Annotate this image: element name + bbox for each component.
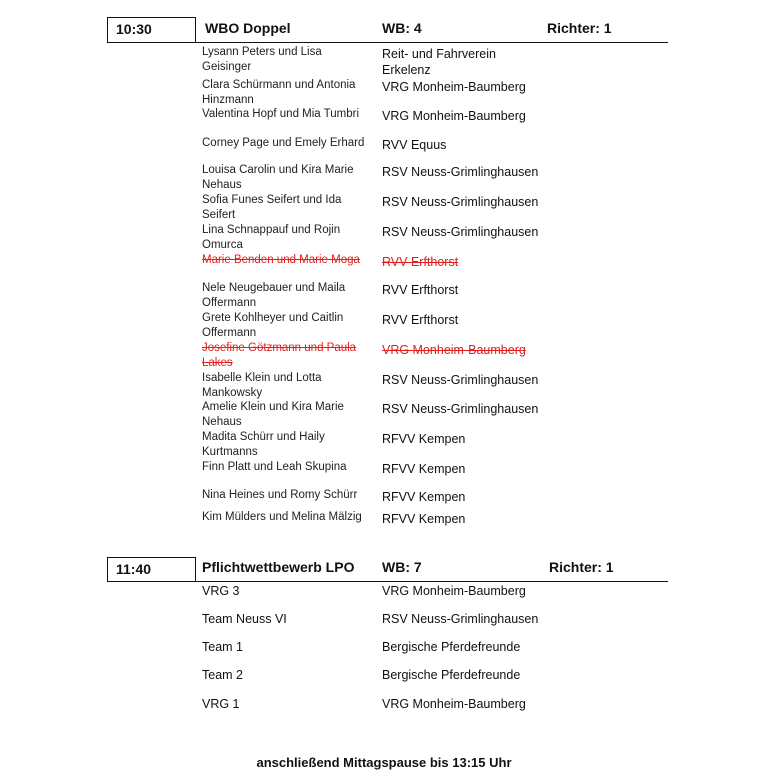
entry-name: Isabelle Klein und Lotta Mankowsky: [202, 372, 322, 399]
entry-club: RFVV Kempen: [382, 490, 466, 504]
entry-name: Louisa Carolin und Kira Marie Nehaus: [202, 164, 354, 191]
entry-club: RVV Equus: [382, 138, 447, 152]
entry-club: RSV Neuss-Grimlinghausen: [382, 165, 539, 179]
team-club: Bergische Pferdefreunde: [382, 668, 521, 682]
team-club: VRG Monheim-Baumberg: [382, 697, 526, 711]
entry-club: RSV Neuss-Grimlinghausen: [382, 402, 539, 416]
entry-name: Lina Schnappauf und Rojin Omurca: [202, 224, 341, 251]
start-time: 11:40: [116, 561, 152, 577]
entry-club: RVV Erfthorst: [382, 313, 459, 327]
entry-name: Marie Benden und Marie Moga: [202, 254, 360, 266]
entry-name: Corney Page und Emely Erhard: [202, 137, 365, 149]
team-name: VRG 1: [202, 697, 240, 711]
entry-club: Reit- und Fahrverein Erkelenz: [382, 47, 496, 77]
entry-name: Madita Schürr und Haily Kurtmanns: [202, 431, 325, 458]
entry-club: RSV Neuss-Grimlinghausen: [382, 373, 539, 387]
entry-club: RSV Neuss-Grimlinghausen: [382, 225, 539, 239]
footer-note: anschließend Mittagspause bis 13:15 Uhr: [256, 755, 512, 770]
entry-name: Valentina Hopf und Mia Tumbri: [202, 108, 360, 120]
wb-number: WB: 7: [382, 559, 422, 575]
entry-name: Josefine Götzmann und Paula Lakes: [202, 342, 357, 369]
entry-name: Sofia Funes Seifert und Ida Seifert: [202, 194, 342, 221]
team-name: Team Neuss VI: [202, 612, 287, 626]
judge-count: Richter: 1: [547, 20, 612, 36]
entry-club: RFVV Kempen: [382, 512, 466, 526]
entry-club: RFVV Kempen: [382, 432, 466, 446]
team-club: RSV Neuss-Grimlinghausen: [382, 612, 539, 626]
entry-name: Nele Neugebauer und Maila Offermann: [202, 282, 346, 309]
entry-name: Amelie Klein und Kira Marie Nehaus: [202, 401, 344, 428]
entry-club: VRG Monheim-Baumberg: [382, 109, 526, 123]
competition-title: Pflichtwettbewerb LPO: [202, 559, 355, 575]
entry-club: RVV Erfthorst: [382, 283, 459, 297]
wb-number: WB: 4: [382, 20, 422, 36]
team-name: Team 2: [202, 668, 243, 682]
entry-name: Nina Heines und Romy Schürr: [202, 489, 358, 501]
entry-name: Lysann Peters und Lisa Geisinger: [202, 46, 322, 73]
team-name: Team 1: [202, 640, 243, 654]
team-club: VRG Monheim-Baumberg: [382, 584, 526, 598]
entry-name: Clara Schürmann und Antonia Hinzmann: [202, 79, 356, 106]
entry-club: RSV Neuss-Grimlinghausen: [382, 195, 539, 209]
entry-club: VRG Monheim-Baumberg: [382, 343, 526, 357]
team-name: VRG 3: [202, 584, 240, 598]
judge-count: Richter: 1: [549, 559, 614, 575]
entry-name: Kim Mülders und Melina Mälzig: [202, 511, 362, 523]
entry-name: Grete Kohlheyer und Caitlin Offermann: [202, 312, 344, 339]
entry-name: Finn Platt und Leah Skupina: [202, 461, 347, 473]
team-club: Bergische Pferdefreunde: [382, 640, 521, 654]
competition-title: WBO Doppel: [205, 20, 291, 36]
entry-club: RVV Erfthorst: [382, 255, 459, 269]
header-rule: [196, 42, 668, 43]
time-box: [107, 557, 196, 582]
header-rule: [196, 581, 668, 582]
time-box: [107, 17, 196, 43]
entry-club: VRG Monheim-Baumberg: [382, 80, 526, 94]
start-time: 10:30: [116, 21, 152, 37]
entry-club: RFVV Kempen: [382, 462, 466, 476]
